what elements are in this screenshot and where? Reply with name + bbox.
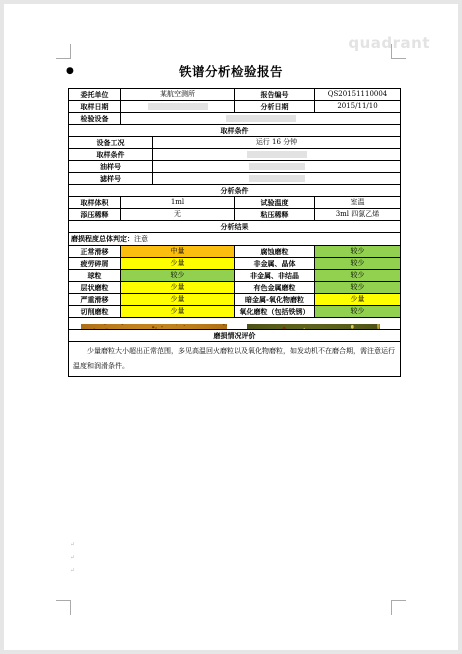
- ferrography-image-left: [81, 324, 227, 330]
- condition-label: 设备工况: [69, 137, 153, 149]
- client-label: 委托单位: [69, 89, 121, 101]
- particle-speck: [161, 326, 163, 327]
- crop-mark: [56, 44, 71, 59]
- image-row: [69, 318, 401, 330]
- table-row: [69, 149, 401, 161]
- particle-speck: [351, 325, 354, 329]
- result-row: [69, 270, 401, 282]
- wear-type-label: 有色金属磨粒: [235, 282, 315, 294]
- table-row: [69, 209, 401, 221]
- wear-type-label: 疲劳碎屑: [69, 258, 121, 270]
- filter-label: 滤样号: [69, 173, 153, 185]
- wear-type-label: 严重滑移: [69, 294, 121, 306]
- wear-type-label: 切削磨粒: [69, 306, 121, 318]
- overall-value: 注意: [134, 235, 148, 243]
- watermark: quadrant: [348, 34, 430, 52]
- wear-level-value: 中量: [121, 246, 235, 258]
- section-header: 磨损情况评价: [69, 330, 401, 342]
- sample-date-value: [121, 101, 235, 113]
- result-row: [69, 246, 401, 258]
- particle-speck: [176, 324, 177, 325]
- oil-label: 油样号: [69, 161, 153, 173]
- oil-value: [153, 161, 401, 173]
- crop-mark: [391, 44, 406, 59]
- report-no-label: 报告编号: [235, 89, 315, 101]
- paragraph-mark: ↵: [70, 541, 76, 548]
- condition-value: 运行 16 分钟: [153, 137, 401, 149]
- wear-level-value: 较少: [315, 246, 401, 258]
- ferrography-image-right: [247, 324, 380, 330]
- wear-level-value: 少量: [121, 306, 235, 318]
- wear-type-label: 球粒: [69, 270, 121, 282]
- wear-level-value: 少量: [315, 294, 401, 306]
- table-row: [69, 137, 401, 149]
- overall-judgement: 磨损程度总体判定：注意: [69, 233, 401, 246]
- temp-value: 室温: [315, 197, 401, 209]
- analysis-date-value: 2015/11/10: [315, 101, 401, 113]
- report-table: [68, 88, 401, 377]
- bullet-dot: ●: [66, 66, 74, 76]
- wear-level-value: 较少: [121, 270, 235, 282]
- table-row: [69, 89, 401, 101]
- particle-speck: [152, 326, 154, 328]
- report-page: [4, 4, 458, 650]
- wear-type-label: 氧化磨粒（包括铁锈）: [235, 306, 315, 318]
- report-no-value: QS20151110004: [315, 89, 401, 101]
- temp-label: 试验温度: [235, 197, 315, 209]
- wear-type-label: 正常滑移: [69, 246, 121, 258]
- dilution-value: 无: [121, 209, 235, 221]
- evaluation-text: 少量磨粒大小超出正常范围，多见高温回火磨粒以及氧化物磨粒，如发动机不在磨合期，需注意运行温度和润滑条件。: [69, 342, 401, 377]
- paragraph-mark: ↵: [70, 554, 76, 561]
- result-row: [69, 282, 401, 294]
- filter-value: [153, 173, 401, 185]
- result-row: [69, 258, 401, 270]
- wear-type-label: 非金属、晶体: [235, 258, 315, 270]
- wear-level-value: 较少: [315, 306, 401, 318]
- device-value: [121, 113, 401, 125]
- solvent-label: 粘压稀释: [235, 209, 315, 221]
- table-row: [69, 197, 401, 209]
- table-row: [69, 113, 401, 125]
- table-row: [69, 101, 401, 113]
- result-row: [69, 306, 401, 318]
- analysis-date-label: 分析日期: [235, 101, 315, 113]
- volume-value: 1ml: [121, 197, 235, 209]
- wear-type-label: 非金属、非结晶: [235, 270, 315, 282]
- section-header: 分析结果: [69, 221, 401, 233]
- paragraph-mark: ↵: [70, 567, 76, 574]
- sample-cond-value: [153, 149, 401, 161]
- section-header: 取样条件: [69, 125, 401, 137]
- solvent-value: 3ml 四氯乙烯: [315, 209, 401, 221]
- wear-level-value: 少量: [121, 282, 235, 294]
- table-row: [69, 233, 401, 246]
- crop-mark: [56, 600, 71, 615]
- result-row: [69, 294, 401, 306]
- section-header: 分析条件: [69, 185, 401, 197]
- wear-level-value: 较少: [315, 270, 401, 282]
- wear-type-label: 腐蚀磨粒: [235, 246, 315, 258]
- dilution-label: 添压稀释: [69, 209, 121, 221]
- particle-speck: [184, 325, 185, 326]
- wear-level-value: 较少: [315, 282, 401, 294]
- sample-date-label: 取样日期: [69, 101, 121, 113]
- wear-type-label: 暗金属-氧化物磨粒: [235, 294, 315, 306]
- client-value: 某航空测所: [121, 89, 235, 101]
- wear-type-label: 层状磨粒: [69, 282, 121, 294]
- device-label: 检验设备: [69, 113, 121, 125]
- wear-level-value: 较少: [315, 258, 401, 270]
- particle-speck: [155, 328, 157, 329]
- report-title: 铁谱分析检验报告: [178, 64, 283, 79]
- wear-level-value: 少量: [121, 294, 235, 306]
- wear-level-value: 少量: [121, 258, 235, 270]
- table-row: [69, 342, 401, 377]
- table-row: [69, 173, 401, 185]
- table-row: [69, 161, 401, 173]
- sample-cond-label: 取样条件: [69, 149, 153, 161]
- crop-mark: [391, 600, 406, 615]
- volume-label: 取样体积: [69, 197, 121, 209]
